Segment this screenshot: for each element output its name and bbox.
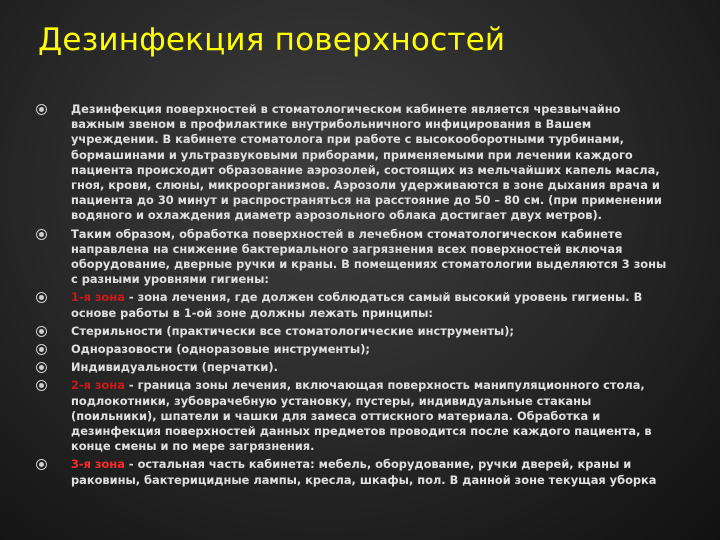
list-item [36, 378, 676, 454]
list-item [36, 227, 676, 288]
list-item [36, 457, 676, 487]
zone-label: 3-я зона [71, 457, 125, 472]
bullet-list [36, 102, 676, 491]
list-item [36, 342, 676, 357]
zone-label: 2-я зона [71, 378, 125, 393]
item-text: Индивидуальности (перчатки). [71, 360, 278, 375]
list-item [36, 102, 676, 224]
item-text: - остальная часть кабинета: мебель, оборудование, ручки дверей, краны и раковины, бактерицидные лампы, кресла, шкафы, пол. В данной зоне текущая уборка [71, 457, 657, 487]
item-text: Одноразовости (одноразовые инструменты); [71, 342, 370, 357]
item-text: Дезинфекция поверхностей в стоматологическом кабинете является чрезвычайно важным звеном в профилактике внутрибольничного инфицирования в Вашем учреждении. В кабинете стоматолога при работе с высокооборотными турбинами, бормашинами и ультразвуковыми приборами, применяемыми при лечении каждого пациента происходит образование аэрозолей, состоящих из мельчайших капель масла, гноя, крови, слюны, микроорганизмов. Аэрозоли удерживаются в зоне дыхания врача и пациента до 30 минут и распространяться на расстояние до 50 – 80 см. (при применении водяного и охлаждения диаметр аэрозольного облака достигает двух метров). [71, 102, 662, 223]
target-circle-icon [36, 292, 47, 303]
item-text: Таким образом, обработка поверхностей в лечебном стоматологическом кабинете направлена на снижение бактериального загрязнения всех поверхностей включая оборудование, дверные ручки и краны. В помещениях стоматологии выделяются 3 зоны с разными уровнями гигиены: [71, 226, 667, 287]
target-circle-icon [36, 459, 47, 470]
item-text: Стерильности (практически все стоматологические инструменты); [71, 323, 514, 338]
list-item [36, 360, 676, 375]
target-circle-icon [36, 344, 47, 355]
zone-label: 1-я зона [71, 290, 125, 305]
page-title: Дезинфекция поверхностей [38, 22, 506, 58]
list-item [36, 290, 676, 320]
target-circle-icon [36, 104, 47, 115]
target-circle-icon [36, 229, 47, 240]
list-item [36, 324, 676, 339]
item-text: - зона лечения, где должен соблюдаться самый высокий уровень гигиены. В основе работы в 1-ой зоне должны лежать принципы: [71, 290, 643, 320]
target-circle-icon [36, 380, 47, 391]
item-text: - граница зоны лечения, включающая поверхность манипуляционного стола, подлокотники, зубоврачебную установку, пустеры, индивидуальные стаканы (поильники), шпатели и чашки для замеса оттискного материала. Обработка и дезинфекция поверхностей данных предметов проводится после каждого пациента, в конце смены и по мере загрязнения. [71, 378, 652, 454]
target-circle-icon [36, 326, 47, 337]
target-circle-icon [36, 362, 47, 373]
